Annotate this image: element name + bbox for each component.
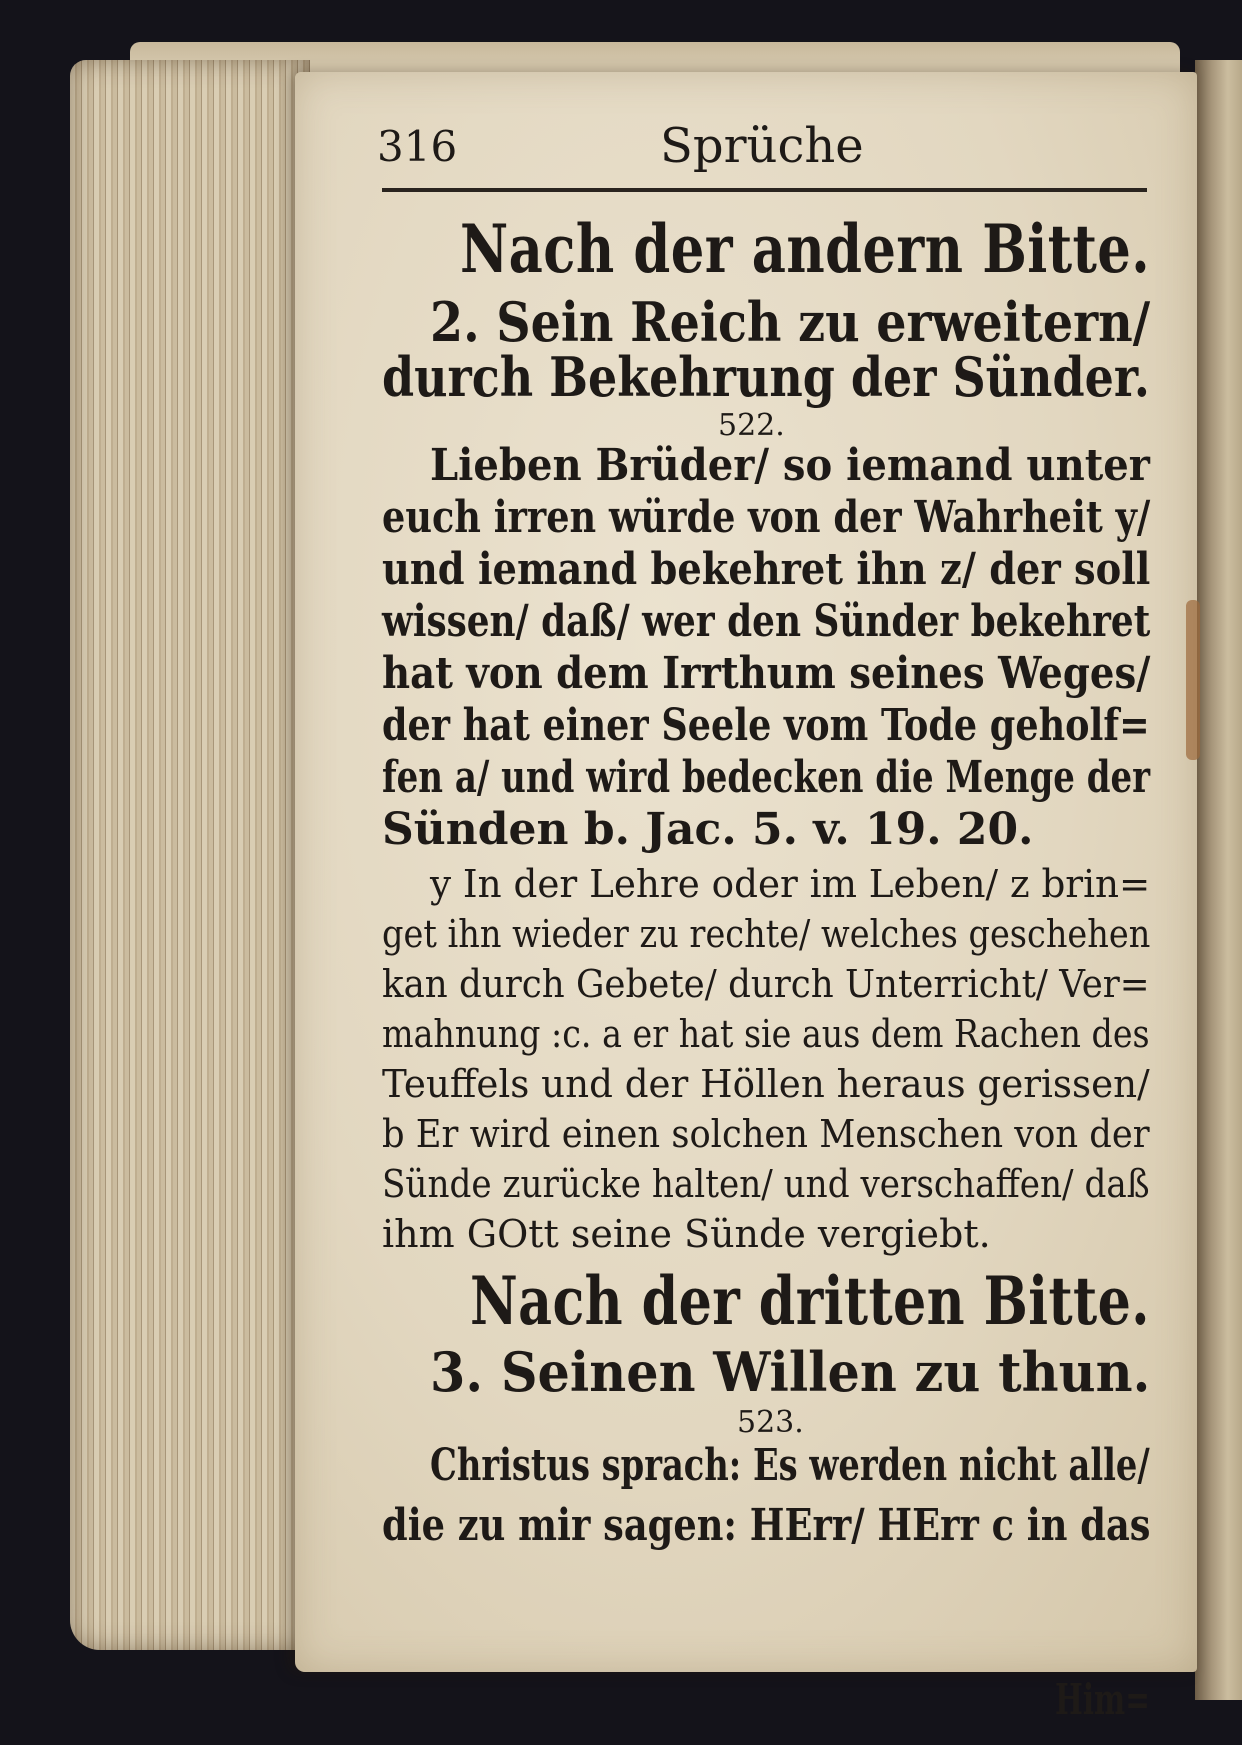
catchword: Him= (1055, 1675, 1150, 1724)
section1-entry-number: 522. (718, 408, 785, 443)
running-head: Sprüche (660, 118, 864, 174)
section1-text-line: wissen/ daß/ wer den Sünder bekehret (382, 596, 1151, 647)
section1-subheading-line2: durch Bekehrung der Sünder. (382, 345, 1150, 409)
section2-text-line: Christus sprach: Es werden nicht alle/ (430, 1440, 1150, 1491)
section1-note-line: kan durch Gebete/ durch Unterricht/ Ver= (382, 962, 1150, 1006)
page-stain (1186, 600, 1200, 760)
section1-text-line: der hat einer Seele vom Tode geholf= (382, 700, 1150, 751)
section1-subheading-line1: 2. Sein Reich zu erweitern/ (430, 290, 1151, 354)
section1-text-line: fen a/ und wird bedecken die Menge der (382, 752, 1151, 803)
book-gutter (1195, 60, 1242, 1700)
section2-text-line: die zu mir sagen: HErr/ HErr c in das (382, 1500, 1151, 1551)
header-rule (382, 188, 1147, 192)
section1-text-line: euch irren würde von der Wahrheit y/ (382, 492, 1151, 543)
section1-note-line: get ihn wieder zu rechte/ welches geschehen (382, 912, 1151, 956)
section1-text-line: und iemand bekehret ihn z/ der soll (382, 544, 1151, 595)
section1-note-line: mahnung :c. a er hat sie aus dem Rachen des (382, 1012, 1150, 1056)
section1-note-line: b Er wird einen solchen Menschen von der (382, 1112, 1150, 1156)
section1-note-line: ihm GOtt seine Sünde vergiebt. (382, 1212, 991, 1256)
section1-heading: Nach der andern Bitte. (460, 210, 1151, 288)
page-stack-edges (70, 60, 310, 1650)
section1-text-line: hat von dem Irrthum seines Weges/ (382, 648, 1151, 699)
section1-note-line: Sünde zurücke halten/ und verschaffen/ daß (382, 1162, 1150, 1206)
section1-note-line: y In der Lehre oder im Leben/ z brin= (430, 862, 1151, 906)
page-number: 316 (377, 122, 458, 171)
section1-note-line: Teuffels und der Höllen heraus gerissen/ (382, 1062, 1150, 1106)
section1-text-line: Lieben Brüder/ so iemand unter (430, 440, 1150, 491)
section2-heading: Nach der dritten Bitte. (470, 1262, 1150, 1340)
section2-entry-number: 523. (737, 1405, 804, 1440)
section1-text-line: Sünden b. Jac. 5. v. 19. 20. (382, 804, 1034, 855)
section2-subheading: 3. Seinen Willen zu thun. (430, 1340, 1151, 1404)
